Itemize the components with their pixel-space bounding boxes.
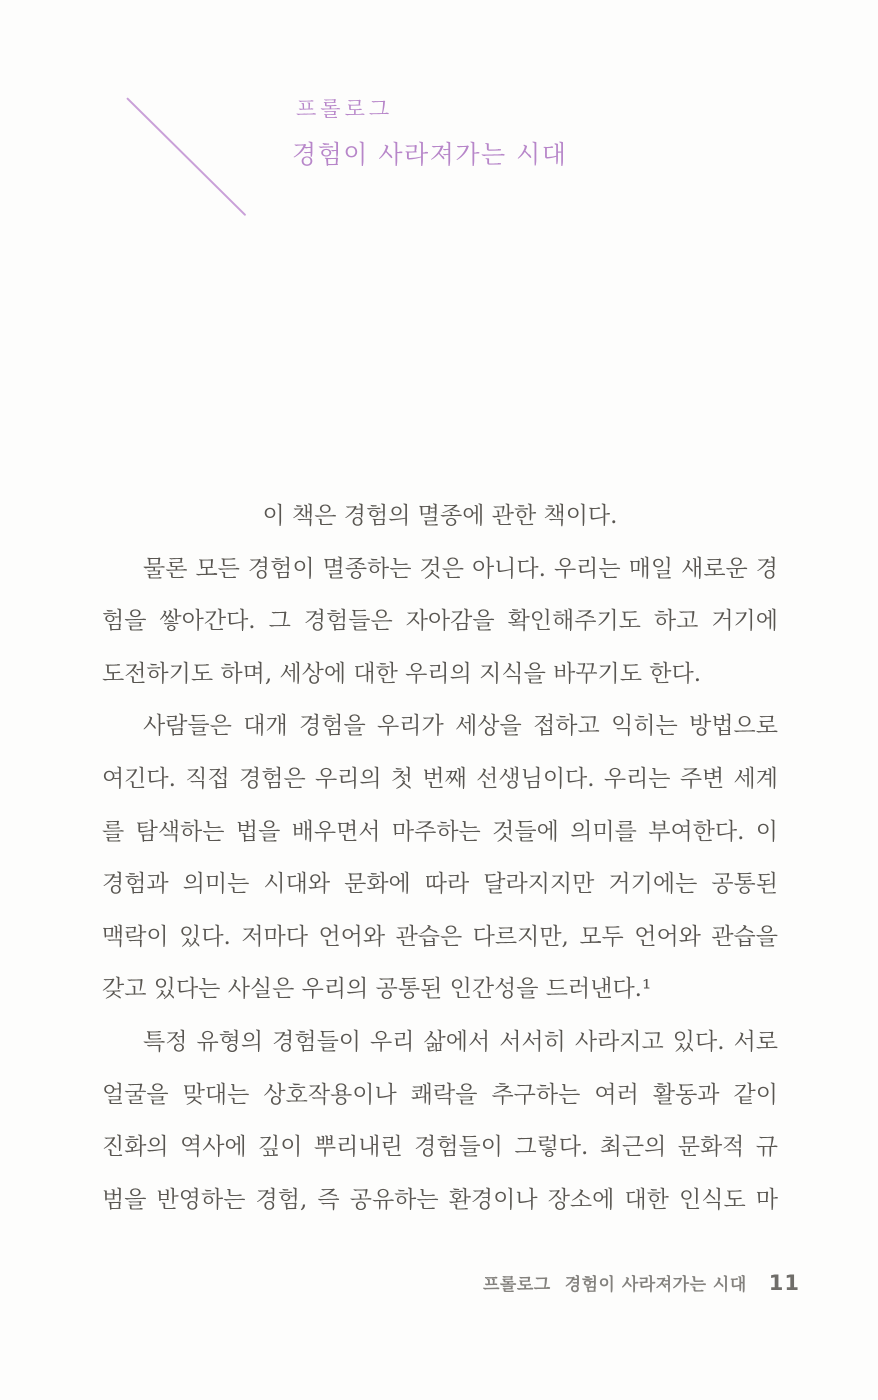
chapter-title: 경험이 사라져가는 시대	[292, 140, 568, 169]
chapter-kicker: 프롤로그	[296, 97, 394, 121]
footer-section-label: 프롤로그	[483, 1275, 551, 1295]
footer-page-number: 11	[768, 1271, 800, 1295]
diagonal-accent-line	[126, 97, 246, 216]
body-line: 맥락이 있다. 저마다 언어와 관습은 다르지만, 모두 언어와 관습을	[102, 923, 778, 950]
body-line: 험을 쌓아간다. 그 경험들은 자아감을 확인해주기도 하고 거기에	[102, 608, 778, 635]
running-footer	[483, 1270, 800, 1295]
body-line: 를 탐색하는 법을 배우면서 마주하는 것들에 의미를 부여한다. 이	[102, 818, 778, 845]
body-line: 경험과 의미는 시대와 문화에 따라 달라지지만 거기에는 공통된	[102, 871, 778, 898]
body-line: 도전하기도 하며, 세상에 대한 우리의 지식을 바꾸기도 한다.	[102, 660, 702, 687]
footer-chapter-label: 경험이 사라져가는 시대	[564, 1275, 747, 1295]
body-line: 사람들은 대개 경험을 우리가 세상을 접하고 익히는 방법으로	[143, 713, 778, 740]
body-line: 범을 반영하는 경험, 즉 공유하는 환경이나 장소에 대한 인식도 마	[102, 1186, 778, 1213]
body-text-block	[102, 490, 778, 1226]
body-line: 진화의 역사에 깊이 뿌리내린 경험들이 그렇다. 최근의 문화적 규	[102, 1134, 778, 1161]
body-line: 얼굴을 맞대는 상호작용이나 쾌락을 추구하는 여러 활동과 같이	[102, 1081, 778, 1108]
body-line: 여긴다. 직접 경험은 우리의 첫 번째 선생님이다. 우리는 주변 세계	[102, 765, 778, 792]
body-line: 특정 유형의 경험들이 우리 삶에서 서서히 사라지고 있다. 서로	[143, 1028, 778, 1055]
body-line: 물론 모든 경험이 멸종하는 것은 아니다. 우리는 매일 새로운 경	[143, 555, 778, 582]
body-line: 이 책은 경험의 멸종에 관한 책이다.	[262, 503, 618, 529]
body-line: 갖고 있다는 사실은 우리의 공통된 인간성을 드러낸다.¹	[102, 976, 652, 1003]
